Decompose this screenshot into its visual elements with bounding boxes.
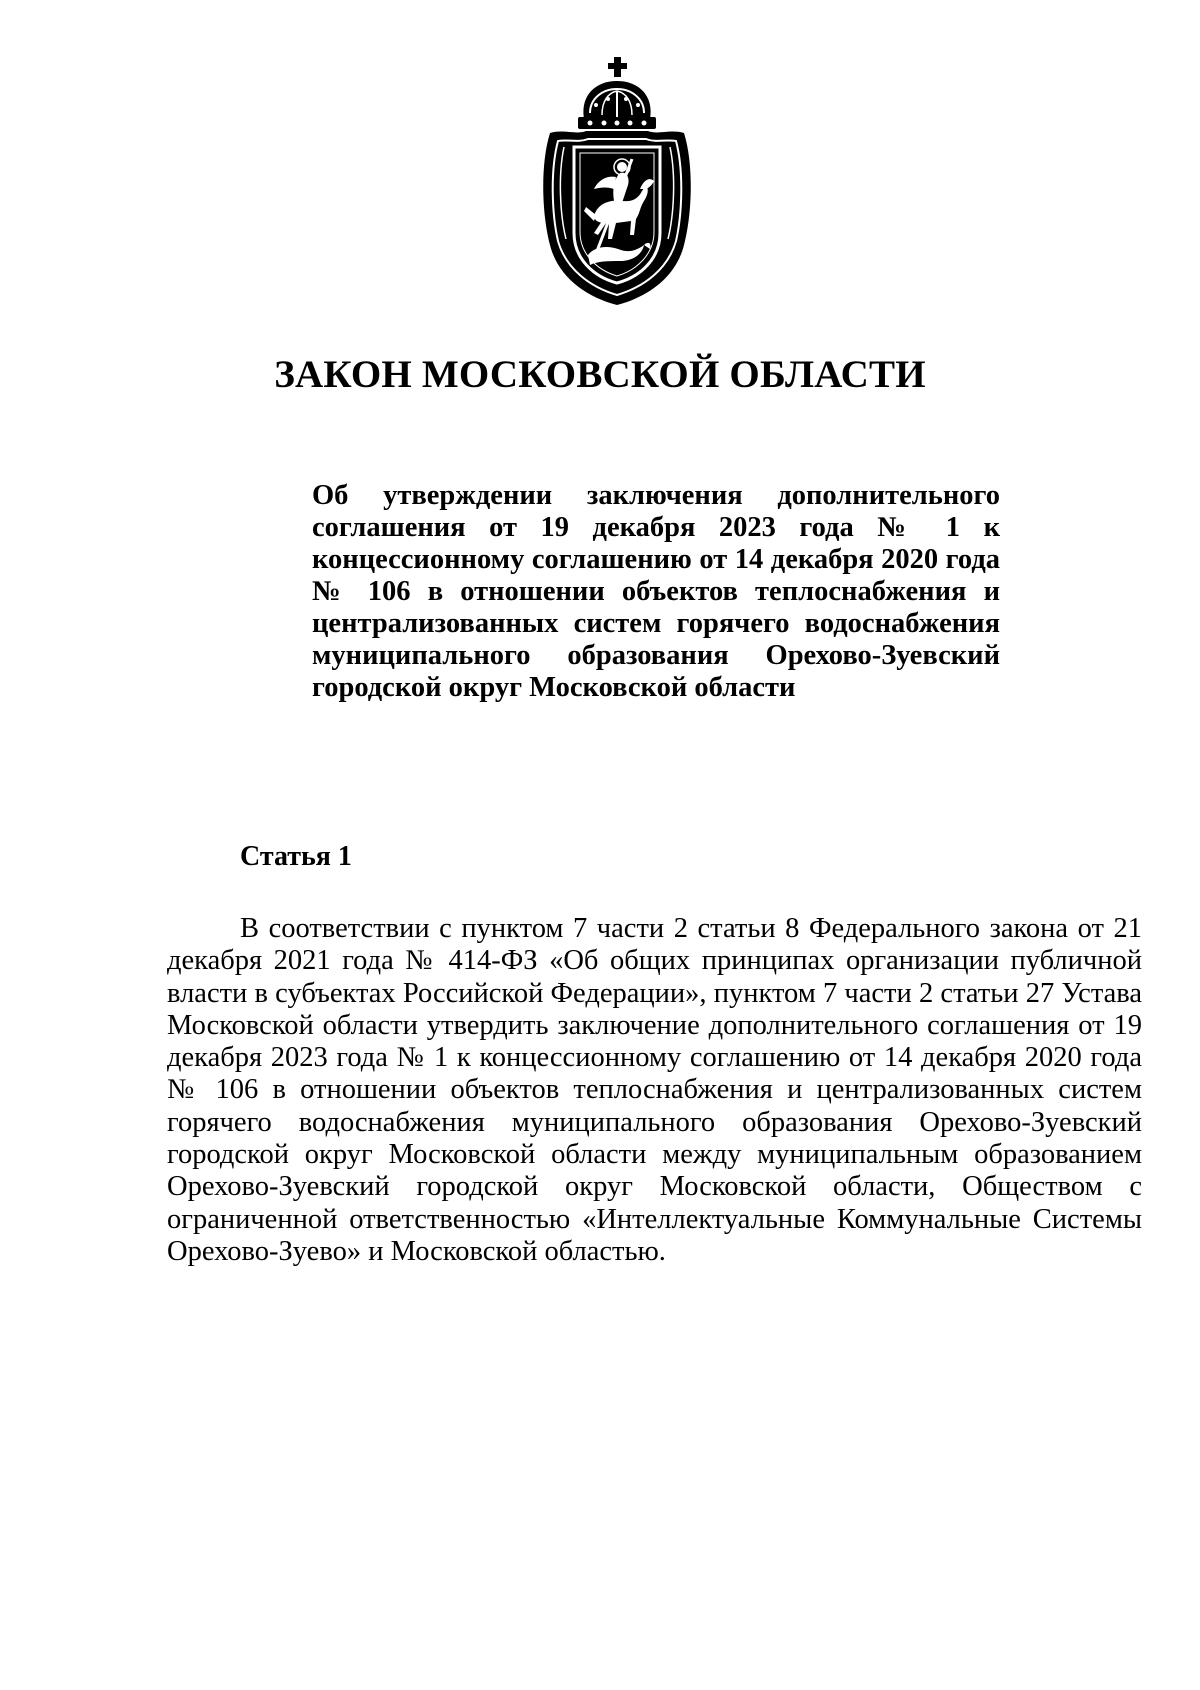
law-title: ЗАКОН МОСКОВСКОЙ ОБЛАСТИ	[274, 353, 926, 396]
article-heading: Статья 1	[240, 841, 352, 872]
article-body: В соответствии с пунктом 7 части 2 статьи 8 Федерального закона от 21 декабря 2021 года № 414-ФЗ «Об общих принципах организации публичной власти в субъектах Российской Федерации», пунктом 7 части 2 статьи 27 Устава Московской области утвердить заключение дополнительного соглашения от 19 декабря 2023 года № 1 к концессионному соглашению от 14 декабря 2020 года № 106 в отношении объектов теплоснабжения и централизованных систем горячего водоснабжения муниципального образования Орехово-Зуевский городской округ Московской области между муниципальным образованием Орехово-Зуевский городской округ Московской области, Обществом с ограниченной ответственностью «Интеллектуальные Коммунальные Системы Орехово-Зуево» и Московской областью.	[167, 913, 1142, 1267]
law-subject: Об утверждении заключения дополнительного соглашения от 19 декабря 2023 года № 1 к концессионному соглашению от 14 декабря 2020 года № 106 в отношении объектов теплоснабжения и централизованных систем горячего водоснабжения муниципального образования Орехово-Зуевский городской округ Московской области	[312, 480, 1000, 703]
coat-of-arms-icon	[536, 55, 699, 307]
